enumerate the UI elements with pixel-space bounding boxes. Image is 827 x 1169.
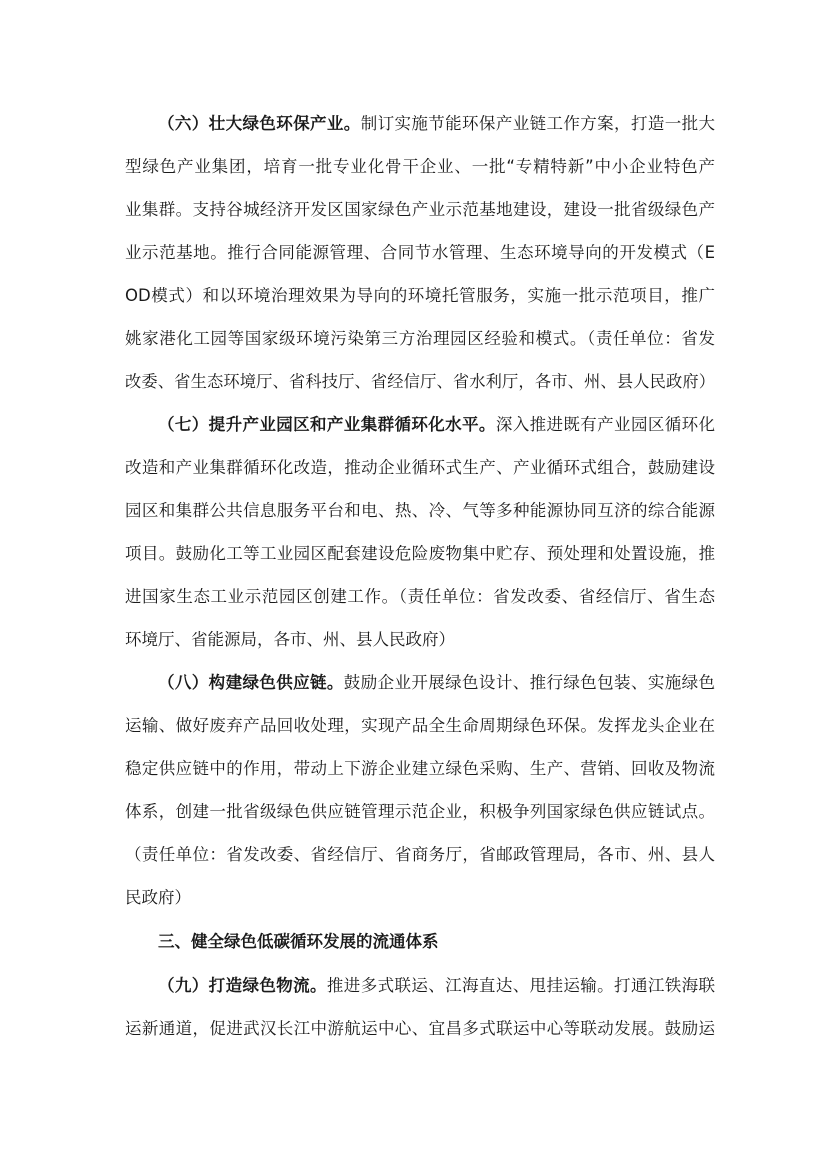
paragraph-7-line-6: 环境厅、省能源局，各市、州、县人民政府） — [125, 630, 455, 649]
paragraph-8-text: 鼓励企业开展绿色设计、推行绿色包装、实施绿色 — [343, 673, 715, 692]
paragraph-8-heading: （八）构建绿色供应链。 — [158, 673, 344, 692]
paragraph-6-line-4: 业示范基地。推行合同能源管理、合同节水管理、生态环境导向的开发模式（E — [125, 243, 715, 262]
paragraph-9-line-1 — [158, 966, 715, 1006]
section-title: 三、健全绿色低碳循环发展的流通体系 — [158, 932, 439, 951]
paragraph-8-line-6: 民政府） — [125, 888, 191, 907]
paragraph-7-line-2: 改造和产业集群循环化改造，推动企业循环式生产、产业循环式组合，鼓励建设 — [125, 458, 715, 477]
paragraph-7-line-3: 园区和集群公共信息服务平台和电、热、冷、气等多种能源协同互济的综合能源 — [125, 501, 715, 520]
paragraph-7-heading: （七）提升产业园区和产业集群循环化水平。 — [158, 415, 496, 434]
paragraph-6-line-2: 型绿色产业集团，培育一批专业化骨干企业、一批“专精特新”中小企业特色产 — [125, 157, 715, 176]
paragraph-6-line-1 — [158, 104, 715, 144]
paragraph-9-heading: （九）打造绿色物流。 — [158, 976, 327, 995]
paragraph-7-line-5: 进国家生态工业示范园区创建工作。（责任单位：省发改委、省经信厅、省生态 — [125, 587, 715, 606]
paragraph-8-line-3: 稳定供应链中的作用，带动上下游企业建立绿色采购、生产、营销、回收及物流 — [125, 759, 715, 778]
paragraph-7-text: 深入推进既有产业园区循环化 — [495, 415, 715, 434]
paragraph-8-line-4: 体系，创建一批省级绿色供应链管理示范企业，积极争列国家绿色供应链试点。 — [125, 802, 715, 821]
paragraph-7-line-4: 项目。鼓励化工等工业园区配套建设危险废物集中贮存、预处理和处置设施，推 — [125, 544, 715, 563]
paragraph-8-line-5: （责任单位：省发改委、省经信厅、省商务厅，省邮政管理局，各市、州、县人 — [125, 845, 715, 864]
paragraph-8-line-1 — [158, 663, 715, 703]
paragraph-8-line-2: 运输、做好废弃产品回收处理，实现产品全生命周期绿色环保。发挥龙头企业在 — [125, 716, 715, 735]
paragraph-6-heading: （六）壮大绿色环保产业。 — [158, 114, 361, 133]
paragraph-6-line-7: 改委、省生态环境厅、省科技厅、省经信厅、省水利厅，各市、州、县人民政府） — [125, 372, 715, 391]
paragraph-6-line-3: 业集群。支持谷城经济开发区国家绿色产业示范基地建设，建设一批省级绿色产 — [125, 200, 715, 219]
paragraph-7-line-1 — [158, 405, 715, 445]
paragraph-6-line-6: 姚家港化工园等国家级环境污染第三方治理园区经验和模式。（责任单位：省发 — [125, 329, 715, 348]
paragraph-6-text: 制订实施节能环保产业链工作方案，打造一批大 — [360, 114, 715, 133]
paragraph-6-line-5: OD模式）和以环境治理效果为导向的环境托管服务，实施一批示范项目，推广 — [125, 286, 715, 305]
paragraph-9-text: 推进多式联运、江海直达、甩挂运输。打通江铁海联 — [326, 976, 715, 995]
paragraph-9-line-2: 运新通道，促进武汉长江中游航运中心、宜昌多式联运中心等联动发展。鼓励运 — [125, 1019, 715, 1038]
